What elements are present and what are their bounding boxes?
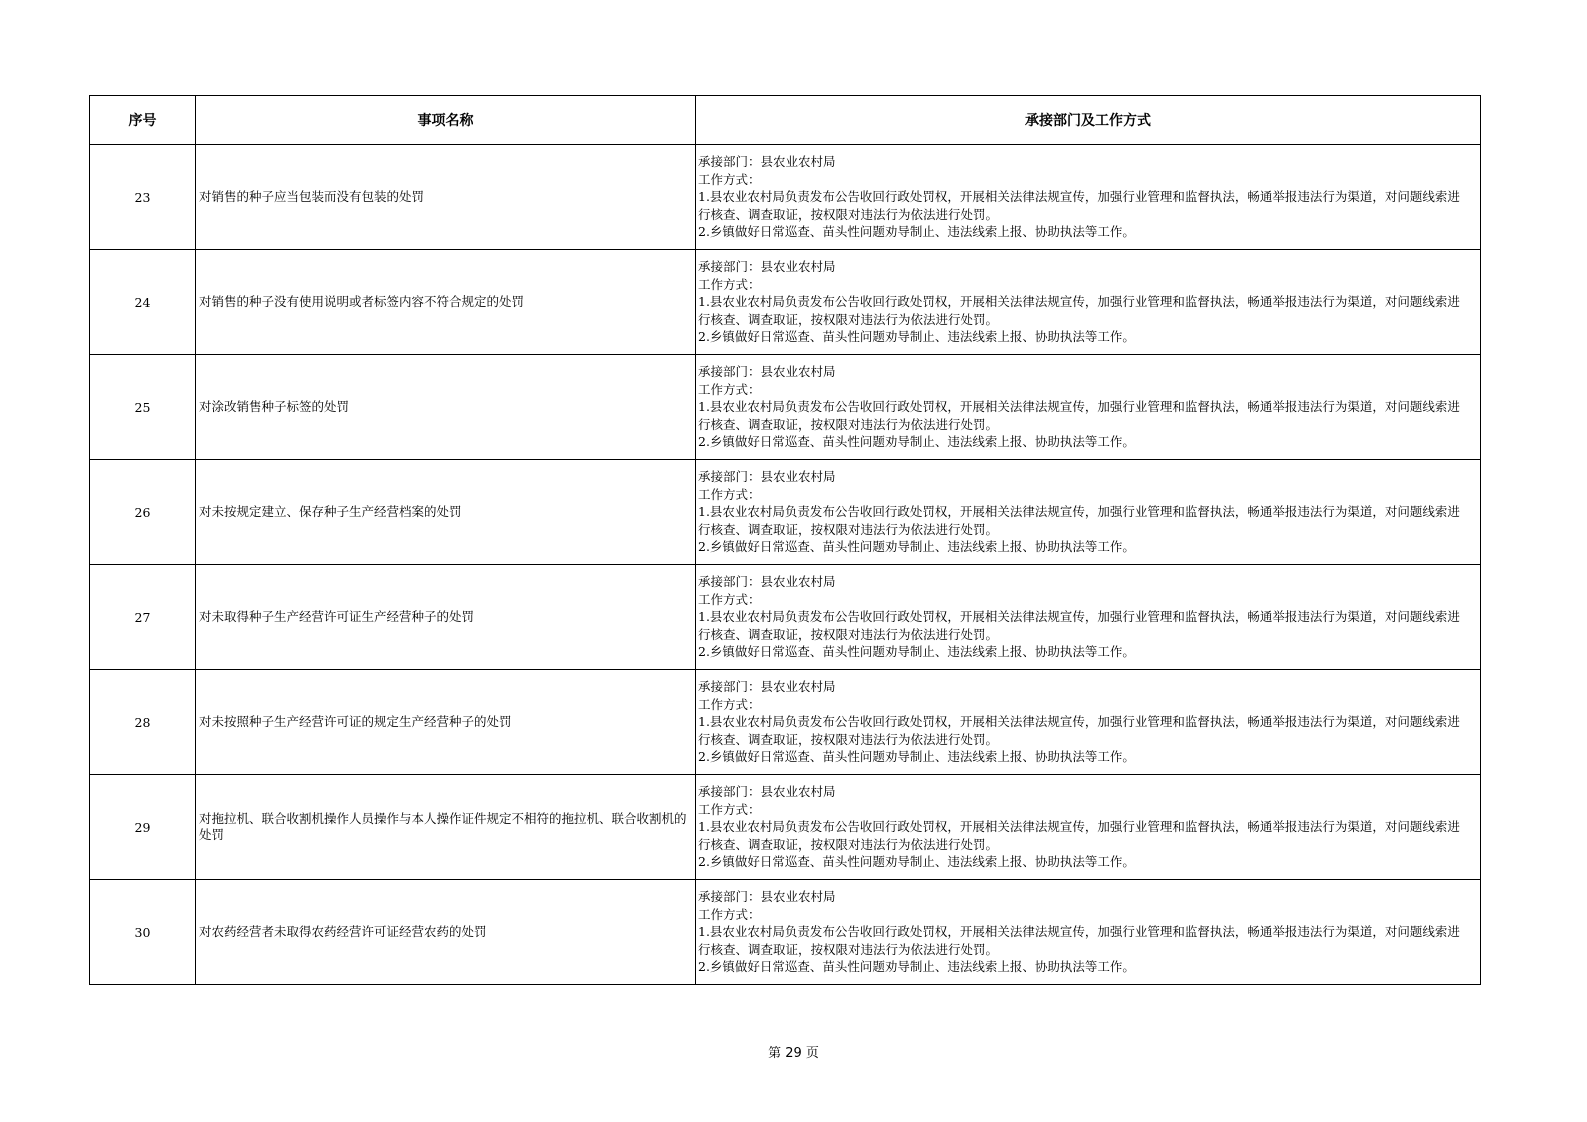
method-step-1: 1.县农业农村局负责发布公告收回行政处罚权，开展相关法律法规宣传，加强行业管理和监督执法，畅通举报违法行为渠道，对问题线索进行核查、调查取证，按权限对违法行为依法进行处罚。	[698, 609, 1460, 642]
table-row	[90, 670, 1481, 775]
method-step-1: 1.县农业农村局负责发布公告收回行政处罚权，开展相关法律法规宣传，加强行业管理和监督执法，畅通举报违法行为渠道，对问题线索进行核查、调查取证，按权限对违法行为依法进行处罚。	[698, 189, 1460, 222]
method-label: 工作方式：	[698, 591, 761, 607]
row-item-name: 对未按照种子生产经营许可证的规定生产经营种子的处罚	[196, 670, 696, 775]
row-dept-method	[696, 670, 1481, 775]
table-row	[90, 880, 1481, 985]
method-label: 工作方式：	[698, 486, 761, 502]
row-item-name: 对销售的种子没有使用说明或者标签内容不符合规定的处罚	[196, 250, 696, 355]
row-item-name: 对拖拉机、联合收割机操作人员操作与本人操作证件规定不相符的拖拉机、联合收割机的处罚	[196, 775, 696, 880]
table-row	[90, 775, 1481, 880]
method-step-2: 2.乡镇做好日常巡查、苗头性问题劝导制止、违法线索上报、协助执法等工作。	[698, 434, 1135, 450]
row-dept-method	[696, 565, 1481, 670]
row-item-name: 对农药经营者未取得农药经营许可证经营农药的处罚	[196, 880, 696, 985]
method-step-2: 2.乡镇做好日常巡查、苗头性问题劝导制止、违法线索上报、协助执法等工作。	[698, 224, 1135, 240]
table-row	[90, 145, 1481, 250]
row-seq: 28	[90, 670, 196, 775]
row-dept-method	[696, 250, 1481, 355]
table-row	[90, 250, 1481, 355]
items-table	[89, 95, 1481, 985]
dept-line: 承接部门：县农业农村局	[698, 364, 836, 380]
header-seq: 序号	[90, 96, 196, 145]
row-item-name: 对涂改销售种子标签的处罚	[196, 355, 696, 460]
method-label: 工作方式：	[698, 171, 761, 187]
method-step-2: 2.乡镇做好日常巡查、苗头性问题劝导制止、违法线索上报、协助执法等工作。	[698, 329, 1135, 345]
dept-line: 承接部门：县农业农村局	[698, 259, 836, 275]
row-seq: 27	[90, 565, 196, 670]
row-seq: 24	[90, 250, 196, 355]
method-label: 工作方式：	[698, 696, 761, 712]
method-step-2: 2.乡镇做好日常巡查、苗头性问题劝导制止、违法线索上报、协助执法等工作。	[698, 854, 1135, 870]
row-item-name: 对未取得种子生产经营许可证生产经营种子的处罚	[196, 565, 696, 670]
dept-line: 承接部门：县农业农村局	[698, 679, 836, 695]
method-step-2: 2.乡镇做好日常巡查、苗头性问题劝导制止、违法线索上报、协助执法等工作。	[698, 749, 1135, 765]
row-seq: 23	[90, 145, 196, 250]
row-seq: 30	[90, 880, 196, 985]
row-seq: 26	[90, 460, 196, 565]
method-step-1: 1.县农业农村局负责发布公告收回行政处罚权，开展相关法律法规宣传，加强行业管理和监督执法，畅通举报违法行为渠道，对问题线索进行核查、调查取证，按权限对违法行为依法进行处罚。	[698, 294, 1460, 327]
method-step-1: 1.县农业农村局负责发布公告收回行政处罚权，开展相关法律法规宣传，加强行业管理和监督执法，畅通举报违法行为渠道，对问题线索进行核查、调查取证，按权限对违法行为依法进行处罚。	[698, 924, 1460, 957]
method-step-1: 1.县农业农村局负责发布公告收回行政处罚权，开展相关法律法规宣传，加强行业管理和监督执法，畅通举报违法行为渠道，对问题线索进行核查、调查取证，按权限对违法行为依法进行处罚。	[698, 399, 1460, 432]
method-label: 工作方式：	[698, 906, 761, 922]
method-step-1: 1.县农业农村局负责发布公告收回行政处罚权，开展相关法律法规宣传，加强行业管理和监督执法，畅通举报违法行为渠道，对问题线索进行核查、调查取证，按权限对违法行为依法进行处罚。	[698, 819, 1460, 852]
dept-line: 承接部门：县农业农村局	[698, 784, 836, 800]
row-seq: 25	[90, 355, 196, 460]
method-step-2: 2.乡镇做好日常巡查、苗头性问题劝导制止、违法线索上报、协助执法等工作。	[698, 539, 1135, 555]
header-dept-method: 承接部门及工作方式	[696, 96, 1481, 145]
method-step-2: 2.乡镇做好日常巡查、苗头性问题劝导制止、违法线索上报、协助执法等工作。	[698, 959, 1135, 975]
method-label: 工作方式：	[698, 801, 761, 817]
method-label: 工作方式：	[698, 276, 761, 292]
row-dept-method	[696, 460, 1481, 565]
row-item-name: 对销售的种子应当包装而没有包装的处罚	[196, 145, 696, 250]
row-dept-method	[696, 775, 1481, 880]
method-label: 工作方式：	[698, 381, 761, 397]
header-item-name: 事项名称	[196, 96, 696, 145]
dept-line: 承接部门：县农业农村局	[698, 574, 836, 590]
row-item-name: 对未按规定建立、保存种子生产经营档案的处罚	[196, 460, 696, 565]
table-row	[90, 565, 1481, 670]
dept-line: 承接部门：县农业农村局	[698, 154, 836, 170]
method-step-1: 1.县农业农村局负责发布公告收回行政处罚权，开展相关法律法规宣传，加强行业管理和监督执法，畅通举报违法行为渠道，对问题线索进行核查、调查取证，按权限对违法行为依法进行处罚。	[698, 714, 1460, 747]
row-seq: 29	[90, 775, 196, 880]
header-row	[90, 96, 1481, 145]
method-step-1: 1.县农业农村局负责发布公告收回行政处罚权，开展相关法律法规宣传，加强行业管理和监督执法，畅通举报违法行为渠道，对问题线索进行核查、调查取证，按权限对违法行为依法进行处罚。	[698, 504, 1460, 537]
method-step-2: 2.乡镇做好日常巡查、苗头性问题劝导制止、违法线索上报、协助执法等工作。	[698, 644, 1135, 660]
table-row	[90, 460, 1481, 565]
dept-line: 承接部门：县农业农村局	[698, 469, 836, 485]
row-dept-method	[696, 880, 1481, 985]
page-number: 第 29 页	[768, 1046, 819, 1061]
table-row	[90, 355, 1481, 460]
row-dept-method	[696, 145, 1481, 250]
dept-line: 承接部门：县农业农村局	[698, 889, 836, 905]
row-dept-method	[696, 355, 1481, 460]
